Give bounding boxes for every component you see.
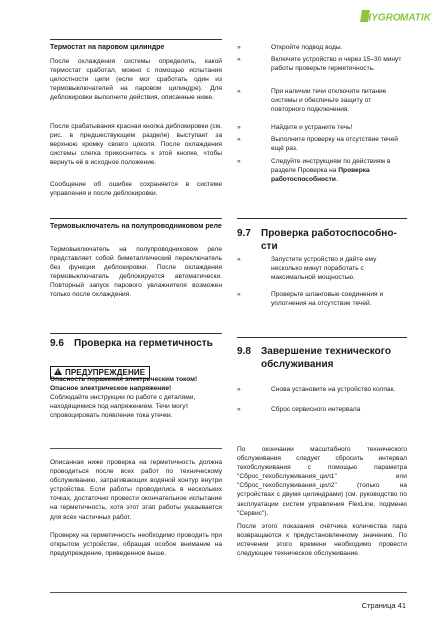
semiconductor-heading: Термовыключатель на полупроводниковом реле bbox=[50, 223, 222, 230]
footer-divider bbox=[50, 592, 407, 593]
list-item-text: Откройте подвод воды. bbox=[271, 44, 343, 51]
section-96-heading bbox=[50, 338, 222, 351]
section-96-paragraph-1: Описанная ниже проверка на герметичность должна проводиться после всех работ по техническому обслуживанию, затрагивающих водяной контур внутри устройства. Если работы проводились в нескольких точках, достаточно провести окончательное испытание на герметичность, хотя этот этап работы указывается для всех частичных работ. bbox=[50, 459, 222, 521]
list-item bbox=[237, 291, 407, 309]
section-98-number: 9.8 bbox=[237, 346, 251, 357]
section-96-number: 9.6 bbox=[50, 338, 64, 349]
list-item-text: Включите устройство и через 15–30 минут работы проверьте герметичность. bbox=[271, 56, 402, 72]
thermostat-paragraph-1: После охлаждения системы определить, какой термостат сработал, можно с помощью испытания целостности цепи (если мог сработать один из термовыключателей на паровом цилиндре). Для деблокировки выполните действия, описанные ниже. bbox=[50, 58, 222, 102]
hygromatik-logo bbox=[360, 8, 438, 26]
divider-top-left bbox=[50, 39, 222, 40]
list-item bbox=[237, 56, 407, 74]
thermostat-paragraph-3: Сообщение об ошибке сохраняется в системе управления и после деблокировки. bbox=[50, 181, 222, 198]
list-item-text: Снова установите на устройство колпак. bbox=[271, 386, 396, 393]
list-item bbox=[237, 124, 407, 133]
bullet-marker: » bbox=[237, 291, 241, 298]
list-item bbox=[237, 386, 407, 395]
section-96-title: Проверка на герметичность bbox=[74, 338, 213, 349]
section-98-title-line-1: Завершение технического bbox=[261, 346, 391, 357]
divider-section-97 bbox=[237, 218, 407, 219]
bullet-marker: » bbox=[237, 136, 241, 143]
bullet-marker: » bbox=[237, 386, 241, 393]
list-item-text: Проверьте шланговые соединения и уплотнения на отсутствие течей. bbox=[271, 291, 384, 307]
list-item-text: Запустите устройство и дайте ему несколько минут поработать с максимальной мощностью. bbox=[271, 256, 377, 281]
bullet-marker: » bbox=[237, 406, 241, 413]
list-item bbox=[237, 88, 407, 114]
warning-bold-text: Опасность поражения электрическим током! Опасное электрическое напряжение! bbox=[50, 376, 198, 392]
list-item-text: Выполните проверку на отсутствие течей ещё раз. bbox=[271, 136, 398, 152]
section-98-paragraph-2: После этого показания счётчика количества пара возвращаются к предустановленному значению. По истечении этого времени необходимо провести следующее техническое обслуживание. bbox=[237, 523, 407, 558]
leak-check-steps bbox=[237, 44, 407, 214]
list-item-text: Сброс сервисного интервала bbox=[271, 406, 361, 413]
thermostat-heading: Термостат на паровом цилиндре bbox=[50, 44, 165, 51]
list-item bbox=[237, 136, 407, 154]
divider-section-98 bbox=[237, 337, 407, 338]
list-item-text: При наличии течи отключите питание системы и обеспечьте защиту от повторного подключения. bbox=[271, 88, 387, 113]
logo-mark bbox=[360, 8, 438, 26]
thermostat-paragraph-2: После срабатывания красная кнопка деблокировки (см. рис. в предшествующем разделе) выступает за верхнюю кромку своего цоколя. После охлаждения системы слегка прикоснитесь к этой кнопке, чтобы вернуть её в исходное положение. bbox=[50, 123, 222, 167]
bullet-marker: » bbox=[237, 158, 241, 165]
divider-warning-end bbox=[50, 448, 222, 449]
section-96-paragraph-2: Проверку на герметичность необходимо проводить при открытом устройстве, обращая особое внимание на предупреждение, приведенное выше. bbox=[50, 532, 222, 558]
bullet-marker: » bbox=[237, 44, 241, 51]
cross-reference-link[interactable]: Проверка работоспособности bbox=[271, 166, 370, 183]
logo-text-matik: MATIK bbox=[400, 12, 431, 24]
list-item-text-lead: Следуйте инструкциям по действиям в разделе Проверка на bbox=[271, 158, 391, 174]
section-97-heading bbox=[237, 228, 407, 253]
semiconductor-paragraph: Термовыключатель на полупроводниковом реле представляет собой биметаллический переключатель без функции деблокировки. После охлаждения термовыключатель деблокируется автоматически. Повторный запуск парового увлажнителя возможен только после охлаждения. bbox=[50, 246, 222, 299]
section-97-title-line-2: сти bbox=[261, 240, 278, 252]
bullet-marker: » bbox=[237, 124, 241, 131]
list-item-text bbox=[271, 158, 407, 184]
logo-text-hygro: HYGRO bbox=[364, 12, 401, 24]
warning-text: Соблюдайте инструкции по работе с деталями, находящимися под напряжением. Течи могут спровоцировать появление тока утечки. bbox=[50, 394, 196, 419]
bullet-marker: » bbox=[237, 256, 241, 263]
section-97-title-line-1: Проверка работоспособно- bbox=[261, 228, 397, 239]
functional-check-steps bbox=[237, 256, 407, 326]
section-98-heading bbox=[237, 346, 407, 371]
bullet-marker: » bbox=[237, 88, 241, 95]
section-97-number: 9.7 bbox=[237, 228, 251, 239]
section-98-paragraph-1: По окончании масштабного технического обслуживания следует сбросить интервал техобслуживания с помощью параметра "Сброс_техобслуживания_цил1" или "Сброс_техобслуживания_цил2" (только на устройствах с двумя цилиндрами) (см. руководство по эксплуатации систем управления FlexLine, подменю "Сервис"). bbox=[237, 446, 407, 517]
list-item-text: Найдите и устраните течь! bbox=[271, 124, 353, 131]
list-item bbox=[237, 158, 407, 184]
list-item bbox=[237, 406, 407, 415]
list-item bbox=[237, 256, 407, 282]
divider-section-96 bbox=[50, 333, 222, 334]
bullet-marker: » bbox=[237, 56, 241, 63]
warning-triangle-icon bbox=[54, 368, 62, 375]
page-number: Страница 41 bbox=[361, 601, 406, 610]
list-item-text-end: . bbox=[335, 175, 338, 183]
completion-steps bbox=[237, 386, 407, 426]
list-item bbox=[237, 44, 407, 53]
warning-label-text: ПРЕДУПРЕЖДЕНИЕ bbox=[65, 368, 146, 377]
divider-semiconductor bbox=[50, 218, 222, 219]
section-98-title-line-2: обслуживания bbox=[261, 358, 334, 370]
